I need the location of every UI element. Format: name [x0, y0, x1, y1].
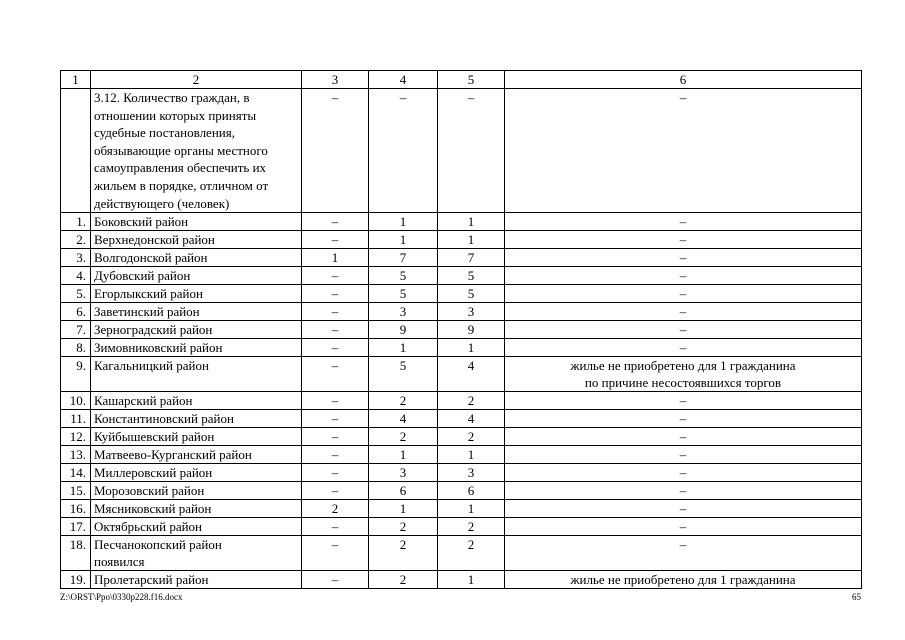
row-col-5: 1	[438, 571, 505, 589]
row-district-name: Волгодонской район	[91, 249, 302, 267]
row-district-name: Куйбышевский район	[91, 428, 302, 446]
row-col-3: –	[302, 285, 369, 303]
row-col-3: –	[302, 267, 369, 285]
row-number: 16.	[61, 500, 91, 518]
table-row	[61, 303, 862, 321]
row-col-4: 3	[369, 464, 438, 482]
page-number: 65	[852, 592, 861, 602]
section-col-3: –	[302, 89, 369, 213]
row-number: 9.	[61, 357, 91, 392]
table-row	[61, 446, 862, 464]
row-col-4: 1	[369, 231, 438, 249]
row-col-4: 1	[369, 500, 438, 518]
section-col-5: –	[438, 89, 505, 213]
table-row	[61, 410, 862, 428]
row-col-5: 5	[438, 285, 505, 303]
row-col-6: –	[505, 249, 862, 267]
row-number: 11.	[61, 410, 91, 428]
row-col-6: –	[505, 446, 862, 464]
row-col-6: жилье не приобретено для 1 гражданина	[505, 571, 862, 589]
row-district-name: Зимовниковский район	[91, 339, 302, 357]
row-col-4: 1	[369, 339, 438, 357]
header-col-4: 4	[369, 71, 438, 89]
row-col-5: 1	[438, 231, 505, 249]
row-number: 7.	[61, 321, 91, 339]
row-number: 10.	[61, 392, 91, 410]
header-col-1: 1	[61, 71, 91, 89]
table-row	[61, 571, 862, 589]
row-number: 3.	[61, 249, 91, 267]
row-col-3: –	[302, 464, 369, 482]
row-col-6: –	[505, 267, 862, 285]
row-number: 5.	[61, 285, 91, 303]
row-col-5: 1	[438, 339, 505, 357]
row-col-5: 3	[438, 464, 505, 482]
row-district-name: Боковский район	[91, 213, 302, 231]
table-row	[61, 321, 862, 339]
row-col-5: 4	[438, 357, 505, 392]
table-row	[61, 285, 862, 303]
data-table	[60, 70, 862, 589]
row-col-3: –	[302, 213, 369, 231]
row-district-name: Верхнедонской район	[91, 231, 302, 249]
row-col-4: 5	[369, 285, 438, 303]
row-col-5: 2	[438, 428, 505, 446]
table-row	[61, 500, 862, 518]
row-district-name: Миллеровский район	[91, 464, 302, 482]
row-col-4: 2	[369, 428, 438, 446]
row-district-name: Егорлыкский район	[91, 285, 302, 303]
row-district-name: Морозовский район	[91, 482, 302, 500]
row-number: 4.	[61, 267, 91, 285]
row-col-3: –	[302, 482, 369, 500]
row-col-4: 5	[369, 267, 438, 285]
row-district-name: Песчанокопский район появился	[91, 536, 302, 571]
table-row	[61, 536, 862, 571]
row-col-3: –	[302, 339, 369, 357]
row-col-6: –	[505, 213, 862, 231]
row-col-3: –	[302, 303, 369, 321]
row-number: 15.	[61, 482, 91, 500]
row-number: 19.	[61, 571, 91, 589]
row-district-name: Константиновский район	[91, 410, 302, 428]
table-row	[61, 339, 862, 357]
row-col-4: 5	[369, 357, 438, 392]
row-col-5: 1	[438, 500, 505, 518]
row-number: 6.	[61, 303, 91, 321]
table-row	[61, 231, 862, 249]
section-num	[61, 89, 91, 213]
table-row	[61, 249, 862, 267]
row-col-3: –	[302, 392, 369, 410]
row-col-4: 6	[369, 482, 438, 500]
row-col-6: –	[505, 339, 862, 357]
row-col-6: –	[505, 500, 862, 518]
row-number: 1.	[61, 213, 91, 231]
row-col-5: 2	[438, 392, 505, 410]
header-row	[61, 71, 862, 89]
row-col-5: 6	[438, 482, 505, 500]
row-col-4: 7	[369, 249, 438, 267]
row-col-6: –	[505, 410, 862, 428]
row-col-6: –	[505, 428, 862, 446]
row-col-6: –	[505, 392, 862, 410]
header-col-5: 5	[438, 71, 505, 89]
row-number: 14.	[61, 464, 91, 482]
row-number: 8.	[61, 339, 91, 357]
row-district-name: Заветинский район	[91, 303, 302, 321]
row-col-3: 1	[302, 249, 369, 267]
row-col-3: –	[302, 428, 369, 446]
row-number: 17.	[61, 518, 91, 536]
row-col-6: –	[505, 285, 862, 303]
row-col-4: 1	[369, 213, 438, 231]
row-col-6: –	[505, 518, 862, 536]
table-row	[61, 392, 862, 410]
row-district-name: Пролетарский район	[91, 571, 302, 589]
row-col-4: 2	[369, 536, 438, 571]
row-number: 13.	[61, 446, 91, 464]
row-col-3: –	[302, 536, 369, 571]
row-col-6: –	[505, 482, 862, 500]
section-title: 3.12. Количество граждан, в отношении которых приняты судебные постановления, обязывающие органы местного самоуправления обеспечить их жильем в порядке, отличном от действующего (человек)	[91, 89, 302, 213]
row-col-3: –	[302, 321, 369, 339]
row-number: 2.	[61, 231, 91, 249]
row-col-3: –	[302, 446, 369, 464]
row-col-5: 5	[438, 267, 505, 285]
row-col-3: –	[302, 571, 369, 589]
row-col-5: 3	[438, 303, 505, 321]
row-district-name: Матвеево-Курганский район	[91, 446, 302, 464]
row-col-4: 4	[369, 410, 438, 428]
header-col-2: 2	[91, 71, 302, 89]
row-col-4: 1	[369, 446, 438, 464]
header-col-6: 6	[505, 71, 862, 89]
row-district-name: Мясниковский район	[91, 500, 302, 518]
row-col-4: 9	[369, 321, 438, 339]
table-body	[61, 89, 862, 589]
table-row	[61, 464, 862, 482]
section-row	[61, 89, 862, 213]
row-col-4: 2	[369, 392, 438, 410]
row-number: 18.	[61, 536, 91, 571]
row-col-5: 2	[438, 536, 505, 571]
row-col-4: 2	[369, 518, 438, 536]
section-col-4: –	[369, 89, 438, 213]
row-col-4: 3	[369, 303, 438, 321]
row-col-3: –	[302, 231, 369, 249]
row-district-name: Кашарский район	[91, 392, 302, 410]
table-row	[61, 267, 862, 285]
row-district-name: Октябрьский район	[91, 518, 302, 536]
section-col-6: –	[505, 89, 862, 213]
row-col-6: –	[505, 536, 862, 571]
row-col-5: 4	[438, 410, 505, 428]
row-col-5: 1	[438, 446, 505, 464]
row-col-6: –	[505, 231, 862, 249]
row-col-3: –	[302, 518, 369, 536]
row-col-6: –	[505, 303, 862, 321]
row-district-name: Дубовский район	[91, 267, 302, 285]
row-col-4: 2	[369, 571, 438, 589]
row-col-3: –	[302, 410, 369, 428]
table-row	[61, 518, 862, 536]
header-col-3: 3	[302, 71, 369, 89]
row-col-6: –	[505, 464, 862, 482]
footer-file-path: Z:\ORST\Ppo\0330p228.f16.docx	[60, 592, 183, 602]
row-col-3: –	[302, 357, 369, 392]
row-col-5: 1	[438, 213, 505, 231]
row-number: 12.	[61, 428, 91, 446]
row-col-5: 9	[438, 321, 505, 339]
row-district-name: Зерноградский район	[91, 321, 302, 339]
table-row	[61, 482, 862, 500]
table-row	[61, 428, 862, 446]
table-row	[61, 213, 862, 231]
row-col-5: 7	[438, 249, 505, 267]
row-col-5: 2	[438, 518, 505, 536]
row-district-name: Кагальницкий район	[91, 357, 302, 392]
table-row	[61, 357, 862, 392]
row-col-6: жилье не приобретено для 1 гражданина по причине несостоявшихся торгов	[505, 357, 862, 392]
row-col-3: 2	[302, 500, 369, 518]
row-col-6: –	[505, 321, 862, 339]
